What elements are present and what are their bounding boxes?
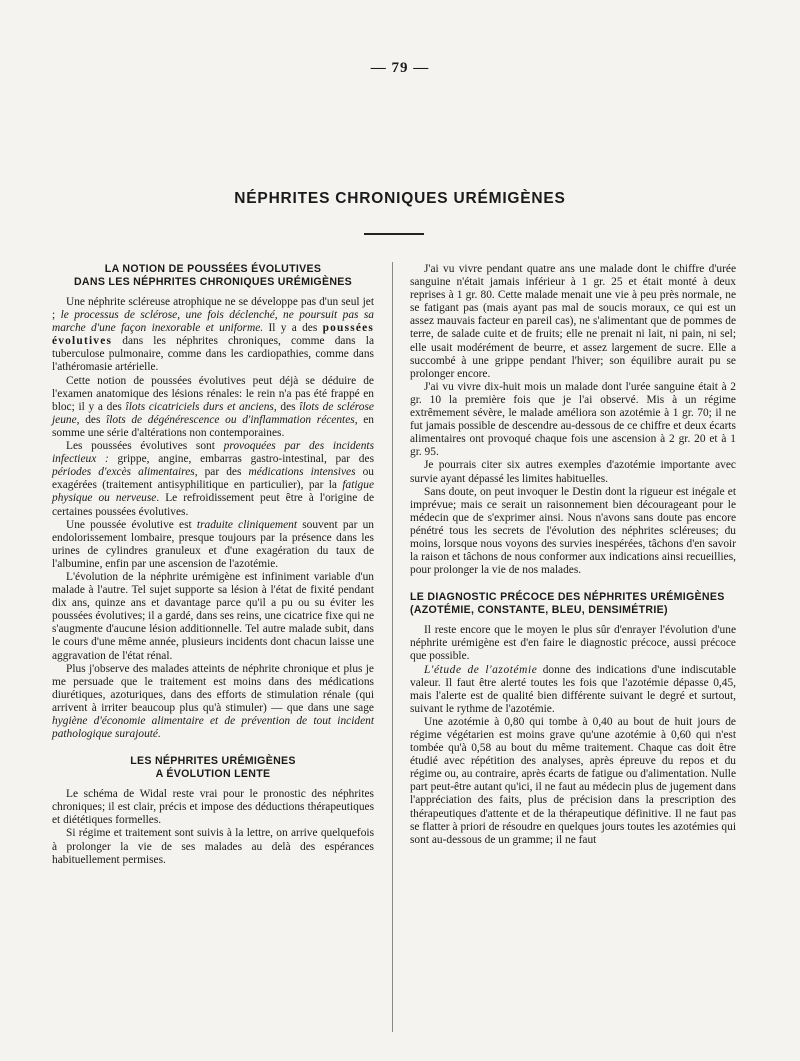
paragraph: Sans doute, on peut invoquer le Destin dont la rigueur est inégale et imprévue; mais ce serait un raisonnement bien décourageant pour le médecin que de s'exprimer ainsi. Nous n'avons sans doute pas encore pénétré tous les secrets de l'évolution des néphrites scléreuses; du moins, lorsque nous voyons des survies inespérées, tâchons d'en savoir la raison et tâchons de nous conformer aux indications ainsi recueillies, pour prolonger la vie de nos malades. bbox=[410, 485, 736, 577]
section-heading-diagnostic: LE DIAGNOSTIC PRÉCOCE DES NÉPHRITES URÉMIGÈNES (AZOTÉMIE, CONSTANTE, BLEU, DENSIMÉTRIE) bbox=[410, 591, 725, 616]
paragraph: Si régime et traitement sont suivis à la lettre, on arrive quelquefois à prolonger la vie de ses malades au delà des espérances habituellement permises. bbox=[52, 827, 374, 866]
paragraph: Une azotémie à 0,80 qui tombe à 0,40 au bout de huit jours de régime végétarien est moins grave qu'une azotémie à 0,60 qui n'est tombée qu'à 0,58 au bout du même traitement. Chaque cas doit être étudié avec répétition des analyses, après épreuve du repos et du régime ou, au contraire, après écarts de fatigue ou d'alimentation. Nulle part peut-être autant qu'ici, il ne faut au médecin plus de jugement dans l'appréciation des faits, plus de précision dans la prescription des thérapeutiques d'attente et de la thérapeutique définitive. Il ne faut pas se flatter à priori de résoudre en quelques jours toutes les azotémies qui sont au-dessous de un gramme; il ne faut bbox=[410, 715, 736, 846]
paragraph: J'ai vu vivre pendant quatre ans une malade dont le chiffre d'urée sanguine n'était jamais inférieur à 1 gr. 25 et était monté à deux reprises à 1 gr. 80. Cette malade menait une vie à peu près normale, ne se fatigant pas (mais ayant pas mal de soucis moraux, ce qui est un assez mauvais facteur en pareil cas), ne s'alimentant que de pommes de terre, de salade cuite et de fruits; elle ne prenait ni lait, ni pain, ni sel; elle usait modérément de beurre, et assez largement de sucre. Elle a succombé à une grippe pendant l'hiver; son équilibre aurait pu se prolonger encore. bbox=[410, 263, 736, 380]
paragraph: L'étude de l'azotémie donne des indications d'une indiscutable valeur. Il faut être alerté toutes les fois que l'azotémie dépasse 0,45, mais l'alerte est de qualité bien différente suivant le degré et surtout, suivant le rythme de l'azotémie. bbox=[410, 663, 736, 715]
paragraph: Cette notion de poussées évolutives peut déjà se déduire de l'examen anatomique des lésions rénales: le rein n'a pas été frappé en bloc; il y a des îlots cicatriciels durs et anciens, des îlots de sclérose jeune, des îlots de dégénérescence ou d'inflammation récentes, en somme une série d'altérations non contemporaines. bbox=[52, 374, 374, 439]
title-rule bbox=[364, 233, 424, 235]
page-title: NÉPHRITES CHRONIQUES URÉMIGÈNES bbox=[234, 190, 566, 207]
paragraph: Une néphrite scléreuse atrophique ne se développe pas d'un seul jet ; le processus de sclérose, une fois déclenché, ne poursuit pas sa marche d'une façon inexorable et uniforme. Il y a des poussées évolutives dans les néphrites chroniques, comme dans la tuberculose pulmonaire, comme dans les cardiopathies, comme dans l'athéromasie artérielle. bbox=[52, 296, 374, 374]
paragraph: Les poussées évolutives sont provoquées par des incidents infectieux : grippe, angine, embarras gastro-intestinal, par des périodes d'excès alimentaires, par des médications intensives ou exagérées (traitement antisyphilitique en particulier), par la fatigue physique ou nerveuse. Le refroidissement peut être à l'origine de certaines poussées évolutives. bbox=[52, 440, 374, 518]
page-number: — 79 — bbox=[370, 60, 430, 76]
paragraph: J'ai vu vivre dix-huit mois un malade dont l'urée sanguine était à 2 gr. 10 la première fois que je l'ai observé. Mis à un régime extrêmement sévère, le malade améliora son azotémie à 1 gr. 70; il ne fut jamais possible de descendre au-dessous de ce chiffre et deux écarts alimentaires ont provoqué chaque fois une ascension à 2 gr. 20 et à 1 gr. 95. bbox=[410, 380, 736, 459]
heading-line: LA NOTION DE POUSSÉES ÉVOLUTIVES bbox=[104, 263, 322, 275]
paragraph: Le schéma de Widal reste vrai pour le pronostic des néphrites chroniques; il est clair, précis et impose des déductions thérapeutiques et diététiques formelles. bbox=[52, 788, 374, 827]
paragraph: Je pourrais citer six autres exemples d'azotémie importante avec survie ayant dépassé les limites habituelles. bbox=[410, 459, 736, 485]
paragraph: Plus j'observe des malades atteints de néphrite chronique et plus je me persuade que le traitement est moins dans des médications diurétiques, azoturiques, dans des efforts de stimulation rénale (qui arrivent à irriter beaucoup plus qu'à stimuler) — que dans une sage hygiène d'économie alimentaire et de prévention de tout incident pathologique surajouté. bbox=[52, 662, 374, 741]
heading-line: LES NÉPHRITES URÉMIGÈNES bbox=[130, 755, 296, 768]
right-column bbox=[410, 263, 736, 847]
section-heading-poussees bbox=[52, 263, 374, 288]
section-heading-evolution-lente bbox=[52, 755, 374, 780]
paragraph: Une poussée évolutive est traduite cliniquement souvent par un endolorissement lombaire, presque toujours par la présence dans les urines de cylindres granuleux et d'une exagération du taux de l'albumine, enfin par une ascension de l'azotémie. bbox=[52, 518, 374, 570]
paragraph: Il reste encore que le moyen le plus sûr d'enrayer l'évolution d'une néphrite urémigène est d'en faire le diagnostic précoce, aussi précoce que possible. bbox=[410, 624, 736, 663]
paragraph: L'évolution de la néphrite urémigène est infiniment variable d'un malade à l'autre. Tel sujet supporte sa lésion à l'état de fixité pendant dix ans, quinze ans et davantage parce qu'il a pu ou su éviter les poussées évolutives; il a gardé, dans ses reins, une cicatrice fixe qui ne s'augmente d'aucune lésion additionnelle. Tel autre malade subit, dans le cours d'une même année, plusieurs incidents dont chacun laisse une aggravation de l'état rénal. bbox=[52, 570, 374, 662]
left-column bbox=[52, 263, 374, 867]
heading-line: A ÉVOLUTION LENTE bbox=[155, 767, 271, 780]
heading-line: DANS LES NÉPHRITES CHRONIQUES URÉMIGÈNES bbox=[73, 275, 353, 288]
column-divider bbox=[392, 262, 393, 1032]
